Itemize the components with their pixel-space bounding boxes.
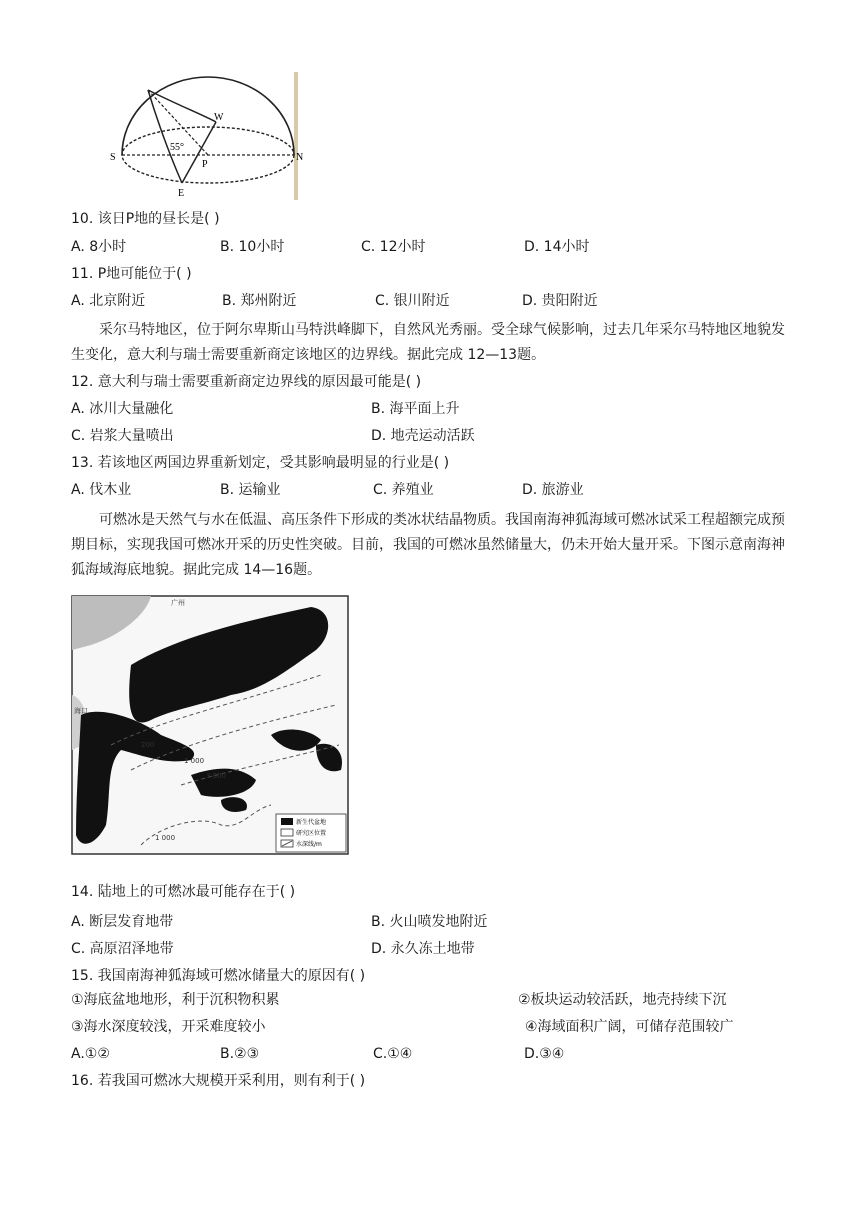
passage-zermatt: 采尔马特地区，位于阿尔卑斯山马特洪峰脚下，自然风光秀丽。受全球气候影响，过去几年采尔马特地区地貌发生变化，意大利与瑞士需要重新商定该地区的边界线。据此完成 12—13题。 [71,322,785,363]
q15-option-a: A.①② [71,1046,110,1062]
label-n: N [296,152,304,163]
hemisphere-arc [122,77,294,155]
q14-stem: 14. 陆地上的可燃冰最可能存在于( ) [71,884,296,900]
q15-statement-1: ①海底盆地地形，利于沉积物积累 [71,992,280,1008]
sun-path-west [182,122,216,183]
q13-option-b: B. 运输业 [220,482,281,498]
q15-option-d: D.③④ [524,1046,565,1062]
q11-option-a: A. 北京附近 [71,293,146,309]
label-e: E [178,188,185,199]
q15-option-b: B.②③ [220,1046,260,1062]
q15-statement-2: ②板块运动较活跃，地壳持续下沉 [518,992,727,1008]
q12-option-d: D. 地壳运动活跃 [371,428,475,444]
q12-option-c: C. 岩浆大量喷出 [71,428,174,444]
q13-stem: 13. 若该地区两国边界重新划定，受其影响最明显的行业是( ) [71,455,450,471]
seafloor-map-svg [71,595,351,857]
place-label-haikou: 海口 [74,707,88,715]
contour-label-200: 200 [141,741,155,749]
q13-option-a: A. 伐木业 [71,482,132,498]
legend-swatch-study-area [281,829,293,836]
q12-option-b: B. 海平面上升 [371,401,460,417]
q14-option-b: B. 火山喷发地附近 [371,914,488,930]
q14-option-c: C. 高原沼泽地带 [71,941,174,957]
q12-stem: 12. 意大利与瑞士需要重新商定边界线的原因最可能是( ) [71,374,422,390]
legend-swatch-basin [281,818,293,825]
passage-gas-hydrate: 可燃冰是天然气与水在低温、高压条件下形成的类冰状结晶物质。我国南海神狐海域可燃冰试采工程超额完成预期目标，实现我国可燃冰开采的历史性突破。目前，我国的可燃冰虽然储量大，仍未开始大量开采。下图示意南海神狐海域海底地貌。据此完成 14—16题。 [71,512,785,578]
hemisphere-figure [108,70,304,202]
legend-study-area: 研究区位置 [296,830,327,837]
q12-option-a: A. 冰川大量融化 [71,401,174,417]
q14-option-d: D. 永久冻土地带 [371,941,475,957]
place-label-guangzhou: 广州 [171,599,185,607]
q15-statement-4: ④海域面积广阔，可储存范围较广 [525,1019,734,1035]
q10-option-b: B. 10小时 [220,239,285,255]
label-w: W [214,112,224,123]
q10-stem: 10. 该日P地的昼长是( ) [71,211,220,227]
q10-option-c: C. 12小时 [361,239,426,255]
sun-path-upper [148,90,216,122]
q13-option-c: C. 养殖业 [373,482,434,498]
q16-stem: 16. 若我国可燃冰大规模开采利用，则有利于( ) [71,1073,366,1089]
q15-stem: 15. 我国南海神狐海域可燃冰储量大的原因有( ) [71,968,366,984]
seafloor-map [71,595,351,857]
q10-option-a: A. 8小时 [71,239,127,255]
q11-option-d: D. 贵阳附近 [522,293,598,309]
q11-option-b: B. 郑州附近 [222,293,297,309]
legend-basin: 新生代盆地 [296,819,327,826]
q14-option-a: A. 断层发育地带 [71,914,174,930]
contour-label-3000: 3 000 [206,772,227,780]
contour-label-1000: 1 000 [184,757,205,765]
hemisphere-diagram [108,70,304,202]
scan-edge [294,72,298,200]
legend-contour: 水深线/m [296,841,322,848]
label-p: P [202,159,208,170]
q15-option-c: C.①④ [373,1046,413,1062]
label-angle: 55° [170,142,184,153]
contour-label-1000-south: 1 000 [155,834,176,842]
q11-stem: 11. P地可能位于( ) [71,266,192,282]
q11-option-c: C. 银川附近 [375,293,450,309]
q10-option-d: D. 14小时 [524,239,590,255]
q15-statement-3: ③海水深度较浅，开采难度较小 [71,1019,266,1035]
q13-option-d: D. 旅游业 [522,482,584,498]
label-s: S [110,152,116,163]
